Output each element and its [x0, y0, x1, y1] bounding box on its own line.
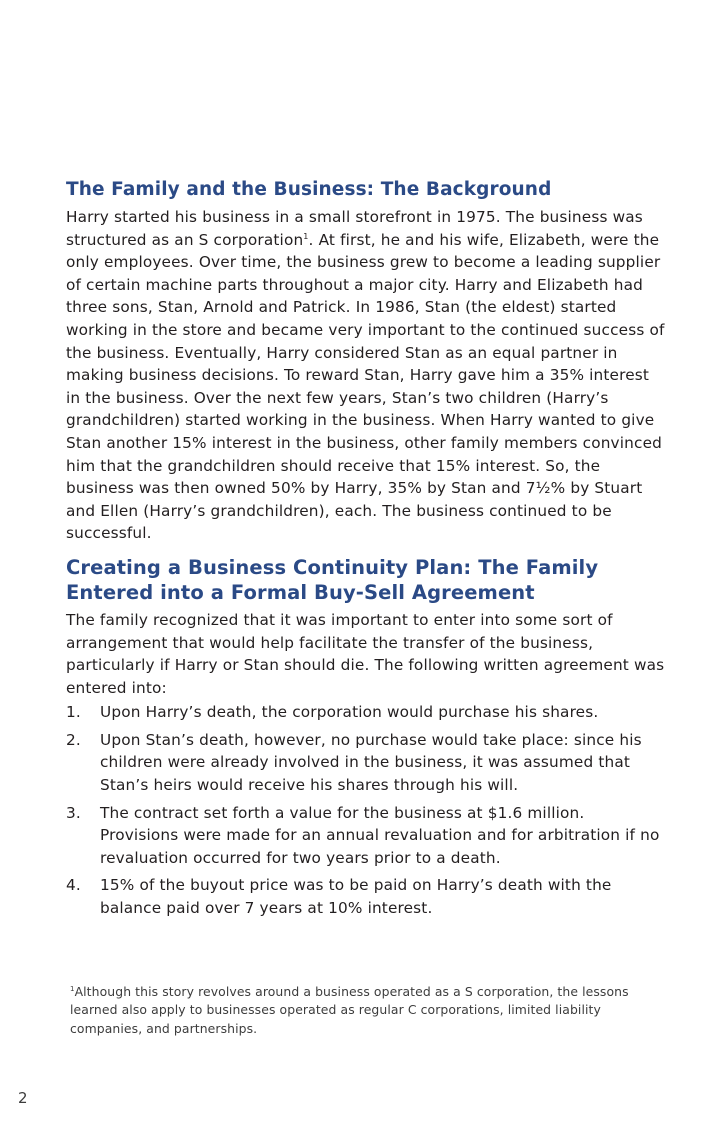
list-item-number: 1.: [66, 703, 81, 722]
footnote: [70, 983, 670, 1038]
footnote-reference[interactable]: 1: [303, 231, 309, 241]
list-item-number: 4.: [66, 876, 81, 895]
list-item-number: 3.: [66, 803, 81, 822]
background-paragraph: [66, 206, 666, 545]
buy-sell-intro: The family recognized that it was important to enter into some sort of arrangement that would help facilitate the transfer of the business, particularly if Harry or Stan should die. The following written agreement was entered into:: [66, 610, 665, 697]
footnote-text: Although this story revolves around a business operated as a S corporation, the lessons learned also apply to businesses operated as regular C corporations, limited liability companies, and partnerships.: [70, 984, 629, 1036]
list-item: [66, 701, 666, 724]
agreement-list: [66, 701, 666, 919]
section-heading-buy-sell: Creating a Business Continuity Plan: The Family Entered into a Formal Buy-Sell Agreement: [66, 555, 599, 604]
list-item-text: Upon Stan’s death, however, no purchase would take place: since his children were already involved in the business, it was assumed that Stan’s heirs would receive his shares through his will.: [100, 730, 642, 795]
list-item: [66, 874, 666, 919]
list-item-text: The contract set forth a value for the business at $1.6 million. Provisions were made for an annual revaluation and for arbitration if no revaluation occurred for two years prior to a death.: [100, 803, 660, 867]
background-text-part2: . At first, he and his wife, Elizabeth, were the only employees. Over time, the business grew to become a leading supplier of certain machine parts throughout a major city. Harry and Elizabeth had three sons, Stan, Arnold and Patrick. In 1986, Stan (the eldest) started working in the store and became very important to the continued success of the business. Eventually, Harry considered Stan as an equal partner in making business decisions. To reward Stan, Harry gave him a 35% interest in the business. Over the next few years, Stan’s two children (Harry’s grandchildren) started working in the business. When Harry wanted to give Stan another 15% interest in the business, other family members convinced him that the grandchildren should receive that 15% interest. So, the business was then owned 50% by Harry, 35% by Stan and 7½% by Stuart and Ellen (Harry’s grandchildren), each. The business continued to be successful.: [66, 230, 665, 543]
list-item: [66, 802, 666, 870]
list-item-number: 2.: [66, 730, 81, 749]
list-item: [66, 729, 666, 797]
main-content: [66, 178, 666, 925]
list-item-text: 15% of the buyout price was to be paid on Harry’s death with the balance paid over 7 years at 10% interest.: [100, 876, 612, 918]
list-item-text: Upon Harry’s death, the corporation would purchase his shares.: [100, 703, 599, 722]
background-text-part1: Harry started his business in a small storefront in 1975. The business was structured as an S corporation: [66, 208, 643, 249]
section-heading-background: The Family and the Business: The Background: [66, 179, 552, 200]
page-number: 2: [18, 1089, 28, 1107]
footnote-marker: 1: [70, 984, 75, 993]
